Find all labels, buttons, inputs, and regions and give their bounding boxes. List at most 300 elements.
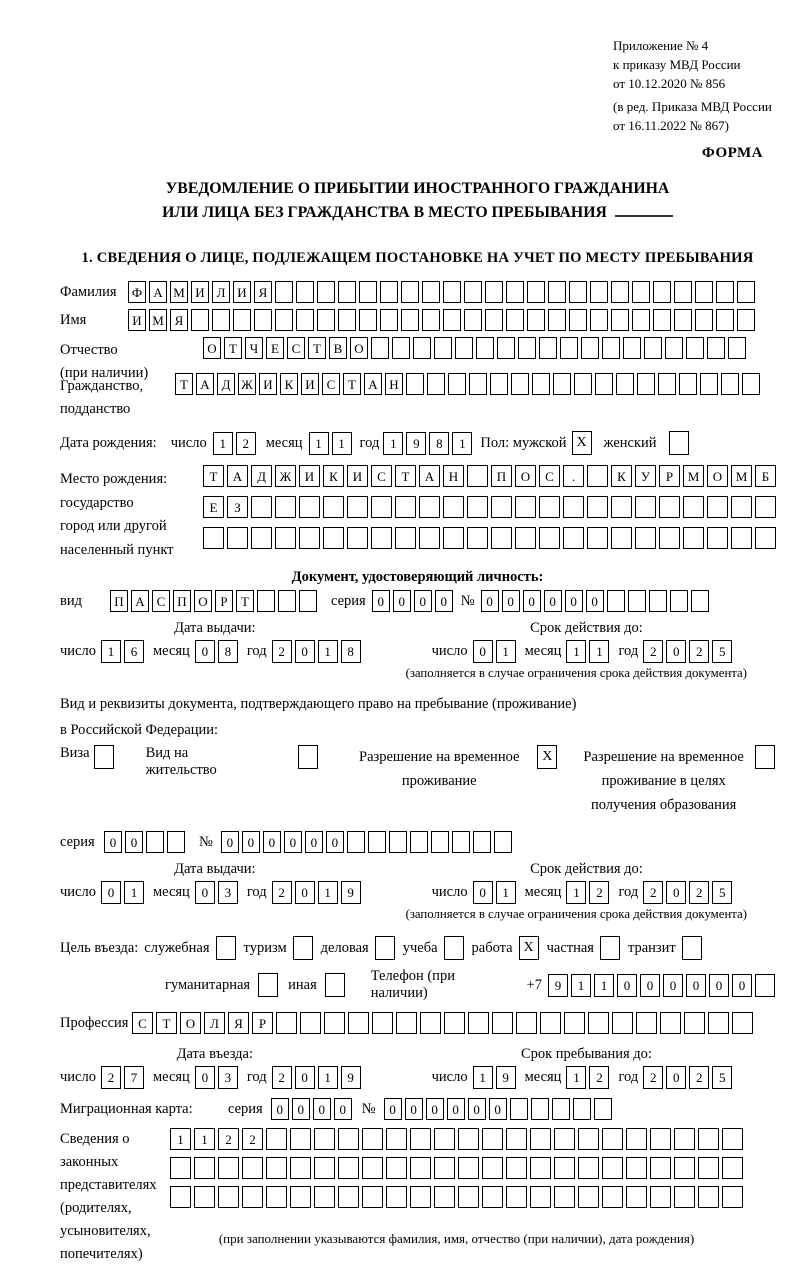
purpose-business-checkbox[interactable]	[216, 936, 236, 960]
char-cell[interactable]: 0	[393, 590, 411, 612]
char-cell[interactable]	[296, 281, 314, 303]
char-cell[interactable]: 0	[663, 974, 683, 997]
char-cell[interactable]: О	[194, 590, 212, 612]
purpose-other-checkbox[interactable]	[325, 973, 345, 997]
char-cell[interactable]	[347, 527, 368, 549]
char-cell[interactable]: Л	[212, 281, 230, 303]
char-cell[interactable]	[590, 281, 608, 303]
char-cell[interactable]	[266, 1186, 287, 1208]
char-cell[interactable]	[275, 496, 296, 518]
char-cell[interactable]	[548, 309, 566, 331]
char-cell[interactable]	[530, 1128, 551, 1150]
stay-series-cells[interactable]	[104, 831, 185, 853]
char-cell[interactable]	[506, 281, 524, 303]
doc-number-cells[interactable]	[481, 590, 709, 612]
char-cell[interactable]: П	[110, 590, 128, 612]
char-cell[interactable]: 5	[712, 640, 732, 663]
char-cell[interactable]	[626, 1186, 647, 1208]
char-cell[interactable]	[698, 1186, 719, 1208]
char-cell[interactable]: М	[170, 281, 188, 303]
char-cell[interactable]	[587, 465, 608, 487]
char-cell[interactable]	[290, 1128, 311, 1150]
char-cell[interactable]: Т	[343, 373, 361, 395]
char-cell[interactable]	[540, 1012, 561, 1034]
stay-number-cells[interactable]	[221, 831, 512, 853]
char-cell[interactable]: 1	[566, 640, 586, 663]
char-cell[interactable]	[386, 1157, 407, 1179]
char-cell[interactable]: 0	[473, 881, 493, 904]
char-cell[interactable]: С	[287, 337, 305, 359]
char-cell[interactable]	[410, 1157, 431, 1179]
char-cell[interactable]	[659, 496, 680, 518]
char-cell[interactable]	[588, 1012, 609, 1034]
char-cell[interactable]	[167, 831, 185, 853]
char-cell[interactable]	[721, 373, 739, 395]
char-cell[interactable]	[532, 373, 550, 395]
char-cell[interactable]: 0	[384, 1098, 402, 1120]
char-cell[interactable]: И	[259, 373, 277, 395]
char-cell[interactable]	[708, 1012, 729, 1034]
char-cell[interactable]: 1	[318, 640, 338, 663]
char-cell[interactable]	[548, 281, 566, 303]
char-cell[interactable]	[653, 281, 671, 303]
char-cell[interactable]	[419, 527, 440, 549]
char-cell[interactable]	[659, 527, 680, 549]
char-cell[interactable]	[242, 1157, 263, 1179]
char-cell[interactable]: 3	[218, 881, 238, 904]
char-cell[interactable]: 0	[221, 831, 239, 853]
char-cell[interactable]	[674, 1128, 695, 1150]
stay-valid-year-cells[interactable]	[643, 881, 732, 904]
purpose-private-checkbox[interactable]	[600, 936, 620, 960]
char-cell[interactable]	[731, 496, 752, 518]
birth-place-cells-row1[interactable]	[203, 465, 776, 487]
char-cell[interactable]	[695, 281, 713, 303]
char-cell[interactable]	[191, 309, 209, 331]
char-cell[interactable]: 0	[195, 640, 215, 663]
char-cell[interactable]	[389, 831, 407, 853]
char-cell[interactable]	[444, 1012, 465, 1034]
identity-valid-month-cells[interactable]	[566, 640, 609, 663]
char-cell[interactable]: Ж	[238, 373, 256, 395]
char-cell[interactable]	[359, 281, 377, 303]
char-cell[interactable]	[728, 337, 746, 359]
char-cell[interactable]: 1	[332, 432, 352, 455]
char-cell[interactable]	[266, 1157, 287, 1179]
char-cell[interactable]	[362, 1157, 383, 1179]
char-cell[interactable]	[574, 373, 592, 395]
char-cell[interactable]	[401, 281, 419, 303]
char-cell[interactable]: С	[152, 590, 170, 612]
char-cell[interactable]	[170, 1157, 191, 1179]
char-cell[interactable]	[737, 309, 755, 331]
sex-male-checkbox[interactable]: X	[572, 431, 592, 455]
char-cell[interactable]	[218, 1157, 239, 1179]
char-cell[interactable]	[679, 373, 697, 395]
char-cell[interactable]	[443, 281, 461, 303]
stay-until-year-cells[interactable]	[643, 1066, 732, 1089]
char-cell[interactable]: И	[191, 281, 209, 303]
char-cell[interactable]: В	[329, 337, 347, 359]
char-cell[interactable]	[482, 1186, 503, 1208]
char-cell[interactable]: И	[233, 281, 251, 303]
identity-valid-day-cells[interactable]	[473, 640, 516, 663]
char-cell[interactable]	[233, 309, 251, 331]
char-cell[interactable]	[626, 1128, 647, 1150]
identity-issue-month-cells[interactable]	[195, 640, 238, 663]
char-cell[interactable]: Р	[659, 465, 680, 487]
purpose-commercial-checkbox[interactable]	[375, 936, 395, 960]
stay-until-day-cells[interactable]	[473, 1066, 516, 1089]
char-cell[interactable]: 1	[594, 974, 614, 997]
char-cell[interactable]	[299, 527, 320, 549]
char-cell[interactable]	[653, 309, 671, 331]
char-cell[interactable]	[299, 590, 317, 612]
char-cell[interactable]	[242, 1186, 263, 1208]
char-cell[interactable]	[722, 1186, 743, 1208]
char-cell[interactable]: 6	[124, 640, 144, 663]
char-cell[interactable]: 7	[124, 1066, 144, 1089]
char-cell[interactable]	[722, 1128, 743, 1150]
char-cell[interactable]: А	[419, 465, 440, 487]
char-cell[interactable]: 1	[101, 640, 121, 663]
char-cell[interactable]	[443, 496, 464, 518]
char-cell[interactable]	[275, 281, 293, 303]
profession-cells[interactable]	[132, 1012, 753, 1034]
char-cell[interactable]	[386, 1128, 407, 1150]
char-cell[interactable]	[731, 527, 752, 549]
char-cell[interactable]	[755, 974, 775, 997]
char-cell[interactable]	[755, 527, 776, 549]
char-cell[interactable]: 8	[429, 432, 449, 455]
char-cell[interactable]: 0	[732, 974, 752, 997]
char-cell[interactable]: 0	[489, 1098, 507, 1120]
char-cell[interactable]	[347, 496, 368, 518]
char-cell[interactable]	[530, 1186, 551, 1208]
char-cell[interactable]: Н	[385, 373, 403, 395]
char-cell[interactable]: И	[301, 373, 319, 395]
char-cell[interactable]: 0	[523, 590, 541, 612]
identity-valid-year-cells[interactable]	[643, 640, 732, 663]
char-cell[interactable]	[362, 1186, 383, 1208]
char-cell[interactable]	[670, 590, 688, 612]
char-cell[interactable]: Т	[175, 373, 193, 395]
char-cell[interactable]: 2	[218, 1128, 239, 1150]
char-cell[interactable]: 0	[195, 881, 215, 904]
char-cell[interactable]	[203, 527, 224, 549]
char-cell[interactable]	[434, 1128, 455, 1150]
char-cell[interactable]: 1	[452, 432, 472, 455]
char-cell[interactable]: А	[131, 590, 149, 612]
char-cell[interactable]	[443, 309, 461, 331]
char-cell[interactable]	[602, 337, 620, 359]
char-cell[interactable]	[314, 1128, 335, 1150]
rvp-education-checkbox[interactable]	[755, 745, 775, 769]
char-cell[interactable]: Т	[203, 465, 224, 487]
char-cell[interactable]: 8	[341, 640, 361, 663]
char-cell[interactable]: 0	[271, 1098, 289, 1120]
char-cell[interactable]	[637, 373, 655, 395]
char-cell[interactable]: К	[280, 373, 298, 395]
char-cell[interactable]	[290, 1186, 311, 1208]
char-cell[interactable]: 1	[309, 432, 329, 455]
stay-valid-day-cells[interactable]	[473, 881, 516, 904]
char-cell[interactable]	[485, 309, 503, 331]
char-cell[interactable]: 2	[589, 881, 609, 904]
char-cell[interactable]	[448, 373, 466, 395]
char-cell[interactable]	[194, 1186, 215, 1208]
char-cell[interactable]: 9	[406, 432, 426, 455]
char-cell[interactable]	[506, 309, 524, 331]
char-cell[interactable]	[323, 496, 344, 518]
identity-issue-year-cells[interactable]	[272, 640, 361, 663]
char-cell[interactable]	[276, 1012, 297, 1034]
char-cell[interactable]	[590, 309, 608, 331]
char-cell[interactable]	[742, 373, 760, 395]
char-cell[interactable]: 0	[666, 640, 686, 663]
char-cell[interactable]	[464, 281, 482, 303]
char-cell[interactable]	[434, 1186, 455, 1208]
char-cell[interactable]	[371, 337, 389, 359]
char-cell[interactable]: М	[731, 465, 752, 487]
char-cell[interactable]	[539, 496, 560, 518]
char-cell[interactable]: И	[299, 465, 320, 487]
citizenship-cells[interactable]	[175, 373, 760, 395]
char-cell[interactable]: 0	[326, 831, 344, 853]
char-cell[interactable]	[554, 1186, 575, 1208]
char-cell[interactable]	[218, 1186, 239, 1208]
char-cell[interactable]: М	[683, 465, 704, 487]
char-cell[interactable]: 5	[712, 1066, 732, 1089]
char-cell[interactable]	[595, 373, 613, 395]
char-cell[interactable]: А	[149, 281, 167, 303]
char-cell[interactable]	[406, 373, 424, 395]
char-cell[interactable]: О	[203, 337, 221, 359]
char-cell[interactable]: 3	[218, 1066, 238, 1089]
char-cell[interactable]	[707, 337, 725, 359]
char-cell[interactable]	[518, 337, 536, 359]
char-cell[interactable]	[419, 496, 440, 518]
char-cell[interactable]	[539, 527, 560, 549]
char-cell[interactable]: Т	[224, 337, 242, 359]
residence-permit-checkbox[interactable]	[298, 745, 318, 769]
char-cell[interactable]	[299, 496, 320, 518]
char-cell[interactable]	[683, 527, 704, 549]
char-cell[interactable]: .	[563, 465, 584, 487]
char-cell[interactable]: 1	[124, 881, 144, 904]
char-cell[interactable]	[482, 1128, 503, 1150]
char-cell[interactable]	[359, 309, 377, 331]
char-cell[interactable]	[650, 1157, 671, 1179]
char-cell[interactable]: 2	[689, 881, 709, 904]
char-cell[interactable]	[607, 590, 625, 612]
char-cell[interactable]: Я	[170, 309, 188, 331]
char-cell[interactable]: П	[491, 465, 512, 487]
char-cell[interactable]	[467, 527, 488, 549]
char-cell[interactable]	[468, 1012, 489, 1034]
char-cell[interactable]	[422, 281, 440, 303]
char-cell[interactable]	[506, 1186, 527, 1208]
char-cell[interactable]: 0	[468, 1098, 486, 1120]
char-cell[interactable]: 9	[548, 974, 568, 997]
char-cell[interactable]: М	[149, 309, 167, 331]
char-cell[interactable]	[485, 281, 503, 303]
char-cell[interactable]: 2	[643, 1066, 663, 1089]
char-cell[interactable]	[594, 1098, 612, 1120]
char-cell[interactable]: 9	[496, 1066, 516, 1089]
entry-day-cells[interactable]	[101, 1066, 144, 1089]
char-cell[interactable]	[516, 1012, 537, 1034]
char-cell[interactable]: 0	[295, 640, 315, 663]
char-cell[interactable]: 1	[318, 1066, 338, 1089]
char-cell[interactable]: 1	[566, 1066, 586, 1089]
char-cell[interactable]	[506, 1128, 527, 1150]
char-cell[interactable]: Ч	[245, 337, 263, 359]
char-cell[interactable]	[380, 281, 398, 303]
char-cell[interactable]: 2	[643, 640, 663, 663]
char-cell[interactable]	[563, 496, 584, 518]
char-cell[interactable]: З	[227, 496, 248, 518]
char-cell[interactable]	[410, 1186, 431, 1208]
char-cell[interactable]	[578, 1186, 599, 1208]
char-cell[interactable]	[611, 309, 629, 331]
char-cell[interactable]	[612, 1012, 633, 1034]
char-cell[interactable]: 5	[712, 881, 732, 904]
visa-checkbox[interactable]	[94, 745, 114, 769]
char-cell[interactable]	[602, 1128, 623, 1150]
stay-issue-year-cells[interactable]	[272, 881, 361, 904]
char-cell[interactable]	[371, 496, 392, 518]
char-cell[interactable]	[515, 527, 536, 549]
char-cell[interactable]	[323, 527, 344, 549]
char-cell[interactable]	[716, 281, 734, 303]
char-cell[interactable]	[251, 527, 272, 549]
char-cell[interactable]	[212, 309, 230, 331]
char-cell[interactable]	[569, 309, 587, 331]
char-cell[interactable]	[660, 1012, 681, 1034]
char-cell[interactable]: Т	[395, 465, 416, 487]
char-cell[interactable]	[338, 281, 356, 303]
char-cell[interactable]: 0	[104, 831, 122, 853]
purpose-tourism-checkbox[interactable]	[293, 936, 313, 960]
char-cell[interactable]: К	[611, 465, 632, 487]
char-cell[interactable]: 2	[242, 1128, 263, 1150]
birth-day-cells[interactable]	[213, 432, 256, 455]
char-cell[interactable]	[665, 337, 683, 359]
char-cell[interactable]	[527, 309, 545, 331]
char-cell[interactable]	[290, 1157, 311, 1179]
char-cell[interactable]: 0	[313, 1098, 331, 1120]
char-cell[interactable]	[455, 337, 473, 359]
doc-series-cells[interactable]	[372, 590, 453, 612]
char-cell[interactable]: Ж	[275, 465, 296, 487]
char-cell[interactable]	[650, 1128, 671, 1150]
char-cell[interactable]	[635, 496, 656, 518]
char-cell[interactable]: 0	[640, 974, 660, 997]
char-cell[interactable]	[278, 590, 296, 612]
char-cell[interactable]: 0	[686, 974, 706, 997]
char-cell[interactable]	[564, 1012, 585, 1034]
char-cell[interactable]	[611, 281, 629, 303]
char-cell[interactable]	[494, 831, 512, 853]
char-cell[interactable]	[476, 337, 494, 359]
char-cell[interactable]	[348, 1012, 369, 1034]
birth-place-cells-row3[interactable]	[203, 527, 776, 549]
char-cell[interactable]	[372, 1012, 393, 1034]
char-cell[interactable]	[674, 309, 692, 331]
representatives-cells-row2[interactable]	[170, 1157, 743, 1179]
char-cell[interactable]	[611, 496, 632, 518]
char-cell[interactable]	[368, 831, 386, 853]
char-cell[interactable]: 0	[125, 831, 143, 853]
char-cell[interactable]	[227, 527, 248, 549]
char-cell[interactable]	[464, 309, 482, 331]
char-cell[interactable]	[371, 527, 392, 549]
stay-valid-month-cells[interactable]	[566, 881, 609, 904]
char-cell[interactable]	[395, 496, 416, 518]
char-cell[interactable]: А	[364, 373, 382, 395]
char-cell[interactable]	[396, 1012, 417, 1034]
char-cell[interactable]	[170, 1186, 191, 1208]
char-cell[interactable]: 0	[666, 881, 686, 904]
char-cell[interactable]	[674, 1186, 695, 1208]
char-cell[interactable]: С	[371, 465, 392, 487]
char-cell[interactable]	[410, 831, 428, 853]
char-cell[interactable]	[623, 337, 641, 359]
char-cell[interactable]	[491, 527, 512, 549]
char-cell[interactable]: 0	[263, 831, 281, 853]
char-cell[interactable]	[392, 337, 410, 359]
char-cell[interactable]	[649, 590, 667, 612]
char-cell[interactable]	[452, 831, 470, 853]
char-cell[interactable]: 2	[589, 1066, 609, 1089]
char-cell[interactable]	[539, 337, 557, 359]
char-cell[interactable]	[626, 1157, 647, 1179]
char-cell[interactable]	[628, 590, 646, 612]
char-cell[interactable]: 0	[305, 831, 323, 853]
char-cell[interactable]	[674, 1157, 695, 1179]
char-cell[interactable]: 1	[496, 640, 516, 663]
char-cell[interactable]	[275, 309, 293, 331]
char-cell[interactable]	[467, 465, 488, 487]
birth-place-cells-row2[interactable]	[203, 496, 776, 518]
char-cell[interactable]: 0	[292, 1098, 310, 1120]
char-cell[interactable]	[254, 309, 272, 331]
char-cell[interactable]	[296, 309, 314, 331]
char-cell[interactable]	[527, 281, 545, 303]
char-cell[interactable]: 9	[341, 1066, 361, 1089]
char-cell[interactable]: И	[128, 309, 146, 331]
char-cell[interactable]	[691, 590, 709, 612]
char-cell[interactable]	[707, 496, 728, 518]
char-cell[interactable]: Е	[266, 337, 284, 359]
char-cell[interactable]: 1	[383, 432, 403, 455]
char-cell[interactable]	[482, 1157, 503, 1179]
char-cell[interactable]: 1	[194, 1128, 215, 1150]
char-cell[interactable]: 2	[689, 1066, 709, 1089]
char-cell[interactable]: 1	[170, 1128, 191, 1150]
char-cell[interactable]	[473, 831, 491, 853]
char-cell[interactable]: 0	[195, 1066, 215, 1089]
char-cell[interactable]	[275, 527, 296, 549]
char-cell[interactable]: 0	[565, 590, 583, 612]
char-cell[interactable]	[737, 281, 755, 303]
char-cell[interactable]: 2	[272, 881, 292, 904]
char-cell[interactable]	[362, 1128, 383, 1150]
char-cell[interactable]	[700, 373, 718, 395]
char-cell[interactable]	[314, 1186, 335, 1208]
char-cell[interactable]: Б	[755, 465, 776, 487]
